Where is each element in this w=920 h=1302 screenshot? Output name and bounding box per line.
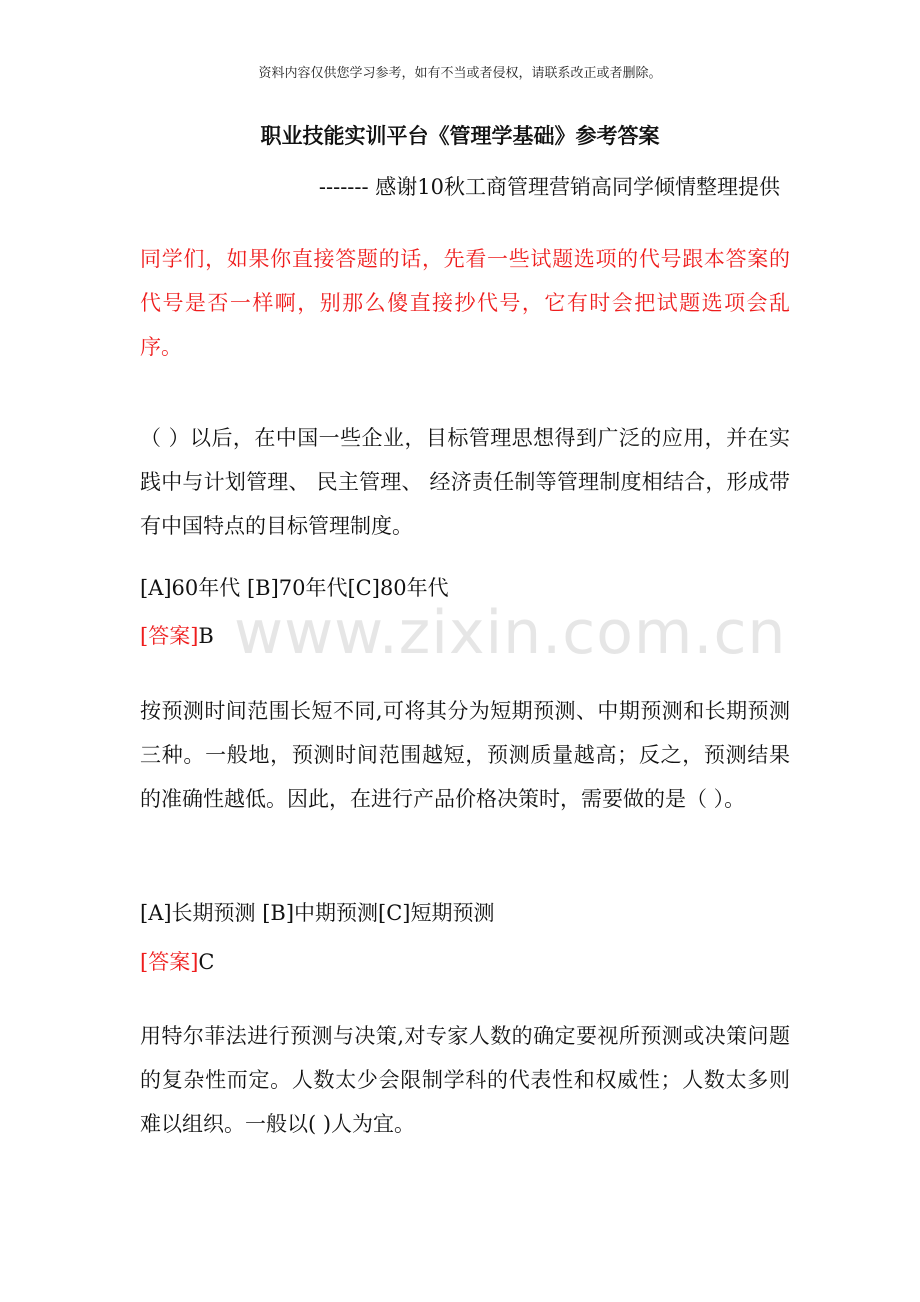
watermark: www.zixin.com.cn (234, 598, 787, 668)
notice-paragraph: 同学们，如果你直接答题的话，先看一些试题选项的代号跟本答案的代号是否一样啊，别那么傻直接抄代号，它有时会把试题选项会乱序。 (140, 247, 790, 359)
question-2-text: 按预测时间范围长短不同,可将其分为短期预测、中期预测和长期预测三种。一般地，预测时间范围越短，预测质量越高；反之，预测结果的准确性越低。因此，在进行产品价格决策时，需要做的是（ ）。 (140, 699, 790, 811)
question-1-options: [A]60年代 [B]70年代[C]80年代 (140, 576, 449, 600)
question-1-text: （ ）以后，在中国一些企业，目标管理思想得到广泛的应用，并在实践中与计划管理、 民主管理、 经济责任制等管理制度相结合，形成带有中国特点的目标管理制度。 (140, 426, 790, 538)
answer-value: B (198, 624, 214, 648)
question-1-answer (140, 614, 214, 658)
disclaimer-header: 资料内容仅供您学习参考，如有不当或者侵权，请联系改正或者删除。 (258, 66, 662, 81)
question-2-options: [A]长期预测 [B]中期预测[C]短期预测 (140, 901, 495, 925)
document-title: 职业技能实训平台《管理学基础》参考答案 (260, 124, 660, 148)
question-3-text: 用特尔菲法进行预测与决策,对专家人数的确定要视所预测或决策问题的复杂性而定。人数太少会限制学科的代表性和权威性；人数太多则难以组织。一般以( )人为宜。 (140, 1024, 790, 1136)
question-2-answer (140, 940, 214, 984)
answer-label: [答案] (140, 624, 199, 648)
answer-value: C (198, 950, 215, 974)
credit-line: ------- 感谢10秋工商管理营销高同学倾情整理提供 (318, 175, 780, 199)
answer-label: [答案] (140, 950, 199, 974)
